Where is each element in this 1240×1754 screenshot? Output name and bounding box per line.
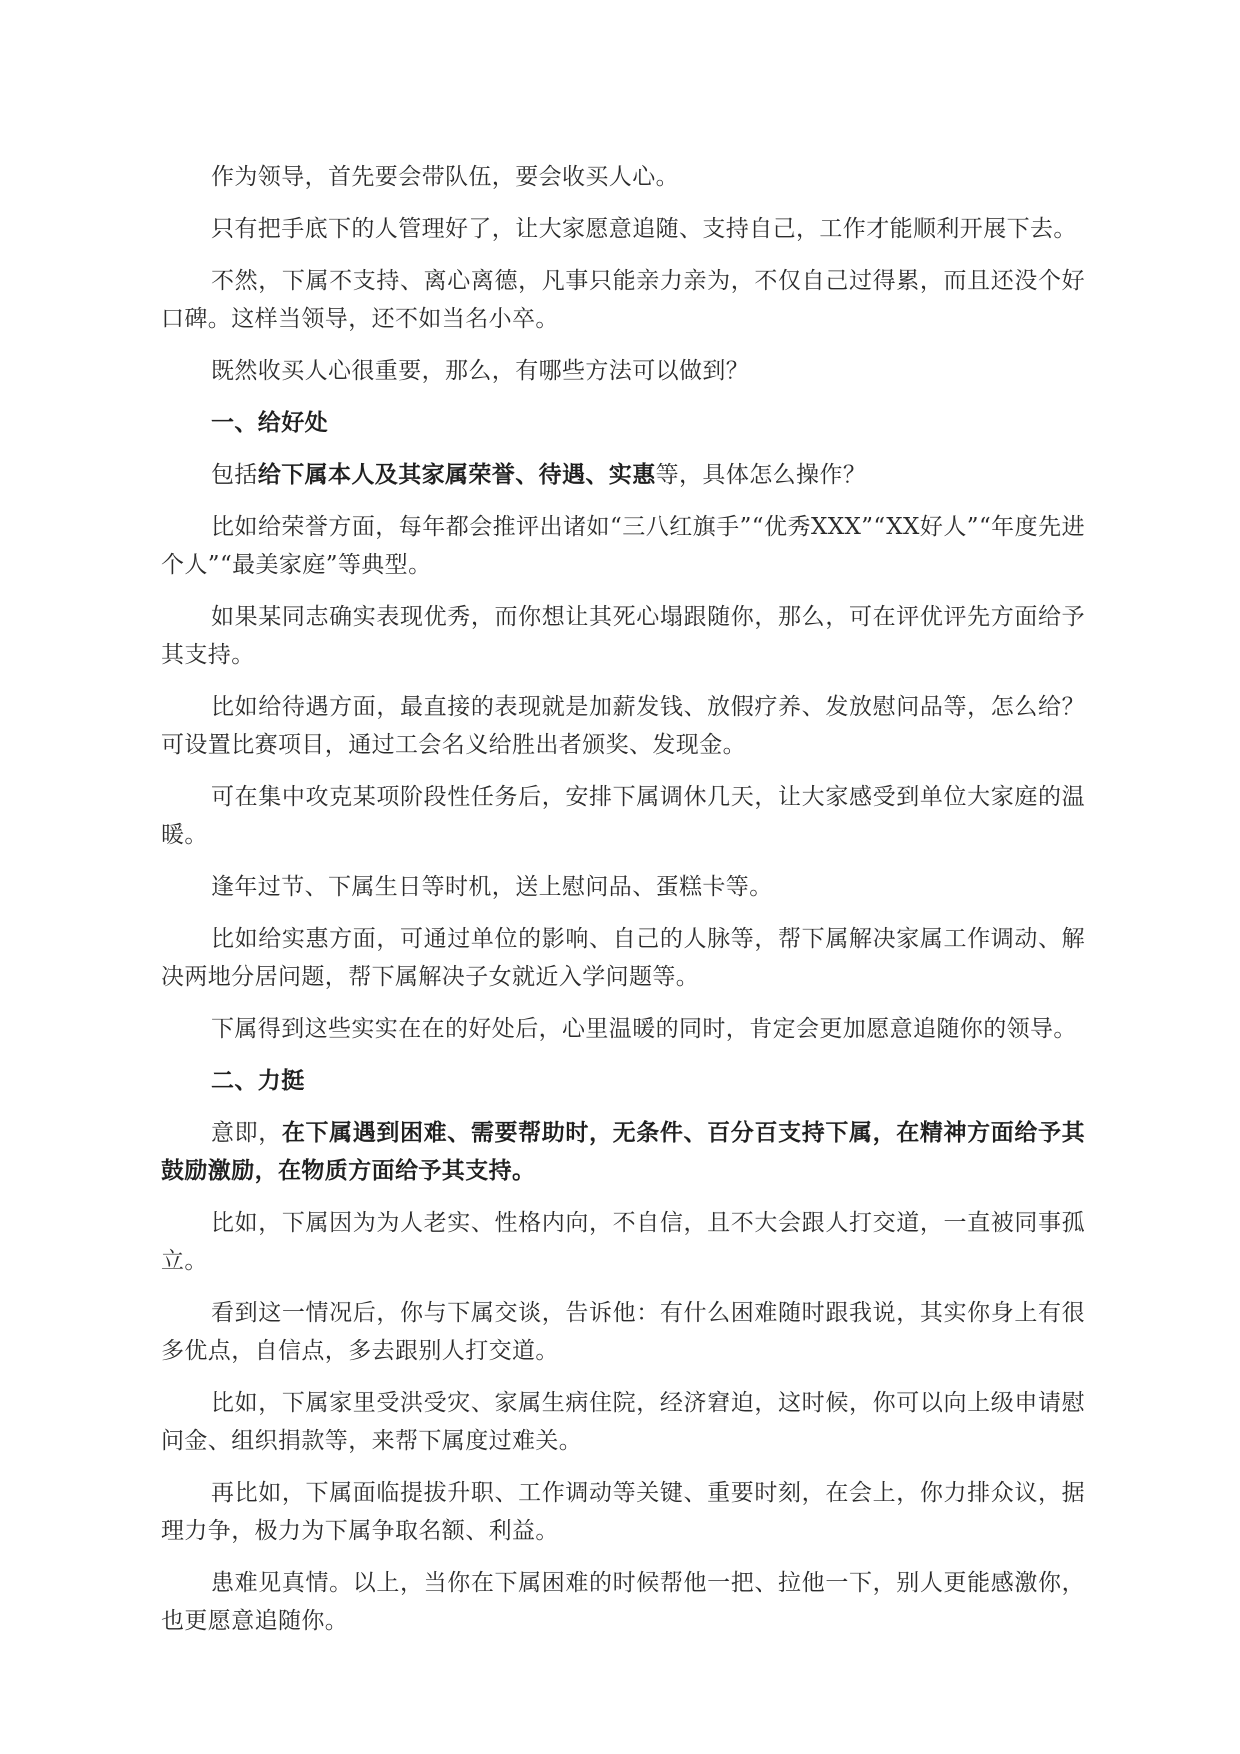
section-heading [161, 1062, 1085, 1100]
paragraph [161, 598, 1085, 674]
text-segment: 如果某同志确实表现优秀，而你想让其死心塌跟随你，那么，可在评优评先方面给予其支持。 [161, 604, 1085, 668]
bold-text: 给下属本人及其家属荣誉、待遇、实惠 [257, 461, 656, 488]
paragraph [161, 262, 1085, 338]
paragraph [161, 1384, 1085, 1460]
bold-text: 二、力挺 [211, 1067, 305, 1094]
paragraph [161, 210, 1085, 248]
paragraph [161, 1294, 1085, 1370]
text-segment: 不然，下属不支持、离心离德，凡事只能亲力亲为，不仅自己过得累，而且还没个好口碑。这样当领导，还不如当名小卒。 [161, 268, 1085, 332]
text-segment: 意即， [211, 1120, 282, 1146]
text-segment: 再比如，下属面临提拔升职、工作调动等关键、重要时刻，在会上，你力排众议，据理力争，极力为下属争取名额、利益。 [161, 1480, 1085, 1544]
text-segment: 比如，下属因为为人老实、性格内向，不自信，且不大会跟人打交道，一直被同事孤立。 [161, 1210, 1085, 1274]
text-segment: 等，具体怎么操作？ [655, 462, 867, 488]
paragraph [161, 688, 1085, 764]
paragraph [161, 1474, 1085, 1550]
text-segment: 可在集中攻克某项阶段性任务后，安排下属调休几天，让大家感受到单位大家庭的温暖。 [161, 784, 1085, 848]
paragraph [161, 1204, 1085, 1280]
text-segment: 比如，下属家里受洪受灾、家属生病住院，经济窘迫，这时候，你可以向上级申请慰问金、组织捐款等，来帮下属度过难关。 [161, 1390, 1085, 1454]
text-segment: 作为领导，首先要会带队伍，要会收买人心。 [211, 164, 679, 190]
paragraph [161, 456, 1085, 494]
bold-text: 一、给好处 [211, 409, 328, 436]
text-segment: 比如给待遇方面，最直接的表现就是加薪发钱、放假疗养、发放慰问品等，怎么给？可设置比赛项目，通过工会名义给胜出者颁奖、发现金。 [161, 694, 1085, 758]
paragraph [161, 1564, 1085, 1640]
text-segment: 逢年过节、下属生日等时机，送上慰问品、蛋糕卡等。 [211, 874, 773, 900]
paragraph [161, 1114, 1085, 1190]
text-segment: 包括 [211, 462, 258, 488]
paragraph [161, 920, 1085, 996]
paragraph [161, 1010, 1085, 1048]
document-body [161, 158, 1085, 1640]
text-segment: 患难见真情。以上，当你在下属困难的时候帮他一把、拉他一下，别人更能感激你，也更愿意追随你。 [161, 1570, 1085, 1634]
text-segment: 看到这一情况后，你与下属交谈，告诉他：有什么困难随时跟我说，其实你身上有很多优点，自信点，多去跟别人打交道。 [161, 1300, 1085, 1364]
section-heading [161, 404, 1085, 442]
paragraph [161, 778, 1085, 854]
paragraph [161, 508, 1085, 584]
text-segment: 比如给实惠方面，可通过单位的影响、自己的人脉等，帮下属解决家属工作调动、解决两地分居问题，帮下属解决子女就近入学问题等。 [161, 926, 1085, 990]
text-segment: 比如给荣誉方面，每年都会推评出诸如“三八红旗手”“优秀XXX”“XX好人”“年度先进个人”“最美家庭”等典型。 [161, 514, 1085, 578]
paragraph [161, 868, 1085, 906]
paragraph [161, 158, 1085, 196]
text-segment: 下属得到这些实实在在的好处后，心里温暖的同时，肯定会更加愿意追随你的领导。 [211, 1016, 1077, 1042]
bold-text: 在下属遇到困难、需要帮助时，无条件、百分百支持下属，在精神方面给予其鼓励激励，在物质方面给予其支持。 [161, 1119, 1085, 1184]
paragraph [161, 352, 1085, 390]
text-segment: 既然收买人心很重要，那么，有哪些方法可以做到？ [211, 358, 750, 384]
text-segment: 只有把手底下的人管理好了，让大家愿意追随、支持自己，工作才能顺利开展下去。 [211, 216, 1077, 242]
